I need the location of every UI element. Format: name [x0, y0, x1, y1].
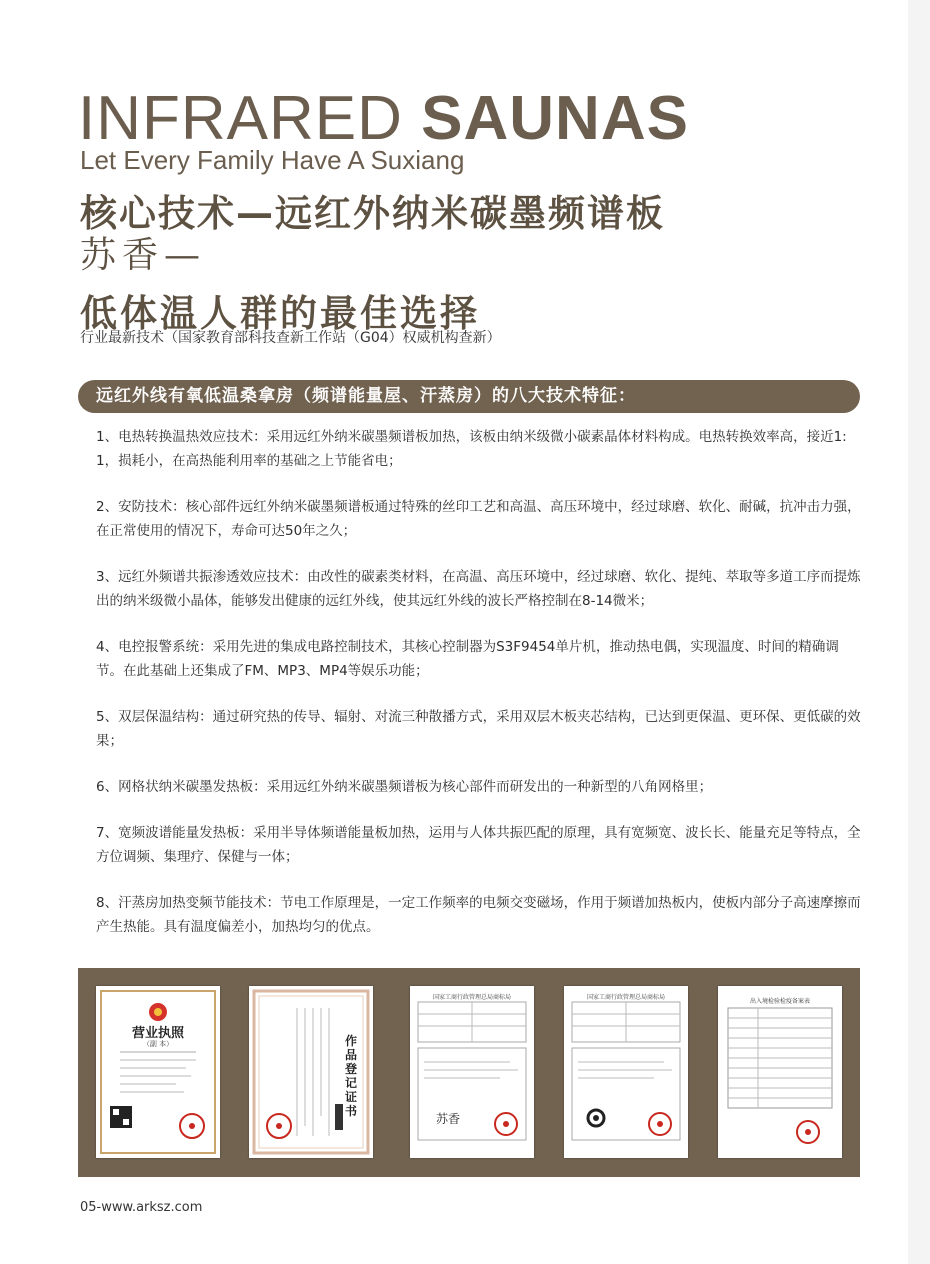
feature-item: 7、宽频波谱能量发热板：采用半导体频谱能量板加热，运用与人体共振匹配的原理，具有宽频宽、波长长、能量充足等特点，全方位调频、集理疗、保健与一体；: [96, 825, 861, 865]
brand-slogan: Let Every Family Have A Suxiang: [80, 145, 465, 175]
feature-item: 5、双层保温结构：通过研究热的传导、辐射、对流三种散播方式，采用双层木板夹芯结构，已达到更保温、更环保、更低碳的效果；: [96, 709, 861, 749]
trademark-certificate-1: [410, 986, 534, 1158]
trademark-mark-text: 苏香: [436, 1112, 461, 1126]
trademark-2-form-icon: [564, 986, 688, 1158]
brand-name-heading: 苏香—: [80, 235, 207, 276]
license-frame-icon: [96, 986, 220, 1158]
feature-item: 8、汗蒸房加热变频节能技术：节电工作原理是，一定工作频率的电频交变磁场，作用于频谱加热板内，使板内部分子高速摩擦而产生热能。具有温度偏差小，加热均匀的优点。: [96, 895, 861, 935]
inspection-table-icon: [718, 986, 842, 1158]
inspection-title: 出入境检验检疫备案表: [749, 998, 810, 1005]
feature-item: 4、电控报警系统：采用先进的集成电路控制技术，其核心控制器为S3F9454单片机，推动热电偶，实现温度、时间的精确调节。在此基础上还集成了FM、MP3、MP4等娱乐功能；: [96, 639, 839, 679]
license-title: 营业执照: [131, 1026, 184, 1041]
license-subtitle: （副 本）: [142, 1040, 174, 1048]
top-margin: [0, 0, 908, 70]
feature-item: 3、远红外频谱共振渗透效应技术：由改性的碳素类材料，在高温、高压环境中，经过球磨、软化、提纯、萃取等多道工序而提炼出的纳米级微小晶体，能够发出健康的远红外线，使其远红外线的波长严格控制在8-14微米；: [96, 569, 861, 609]
best-choice-heading: 低体温人群的最佳选择: [80, 292, 480, 335]
tech-note: 行业最新技术（国家教育部科技查新工作站（G04）权威机构查新）: [80, 330, 501, 346]
page-edge: [908, 0, 930, 1264]
feature-list: [96, 425, 862, 961]
section-banner: [78, 380, 860, 413]
trademark-2-title: 国家工商行政管理总局商标局: [586, 994, 665, 1001]
trademark-1-form-icon: [410, 986, 534, 1158]
brand-title-light: INFRARED: [78, 84, 403, 153]
page-footer: 05-www.arksz.com: [80, 1200, 203, 1215]
business-license-certificate: [96, 986, 220, 1158]
copyright-title: 作品登记证书: [345, 1034, 358, 1118]
certificate-gallery: [78, 968, 860, 1177]
brand-title-bold: SAUNAS: [421, 84, 689, 153]
feature-item: 6、网格状纳米碳墨发热板：采用远红外纳米碳墨频谱板为核心部件而研发出的一种新型的八角网格里；: [96, 779, 713, 795]
brand-title: [78, 84, 689, 154]
section-banner-text: 远红外线有氧低温桑拿房（频谱能量屋、汗蒸房）的八大技术特征：: [96, 386, 636, 406]
core-tech-heading: 核心技术—远红外纳米碳墨频谱板: [80, 192, 665, 235]
trademark-1-title: 国家工商行政管理总局商标局: [432, 994, 511, 1001]
feature-item: 1、电热转换温热效应技术：采用远红外纳米碳墨频谱板加热，该板由纳米级微小碳素晶体材料构成。电热转换效率高，接近1:1，损耗小，在高热能利用率的基础之上节能省电；: [96, 429, 847, 469]
inspection-record-certificate: [718, 986, 842, 1158]
trademark-certificate-2: [564, 986, 688, 1158]
feature-item: 2、安防技术：核心部件远红外纳米碳墨频谱板通过特殊的丝印工艺和高温、高压环境中，经过球磨、软化、耐碱，抗冲击力强，在正常使用的情况下，寿命可达50年之久；: [96, 499, 861, 539]
copyright-certificate: [249, 986, 373, 1158]
